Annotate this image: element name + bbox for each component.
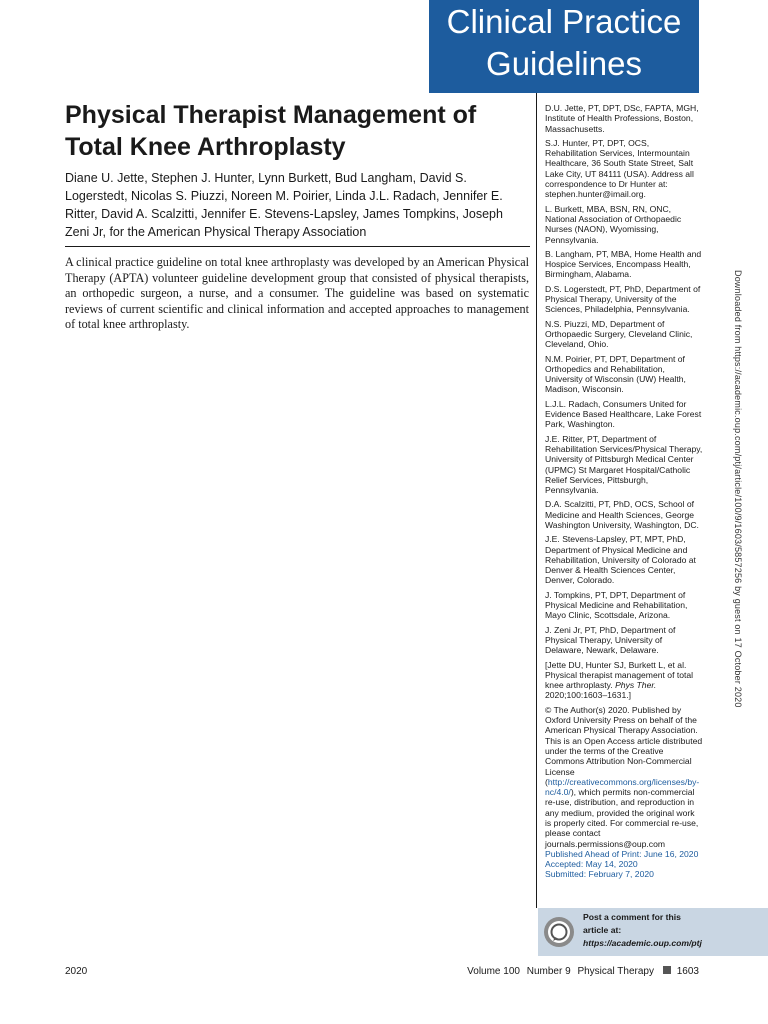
citation [545,660,703,701]
banner-line-2: Guidelines [486,45,642,82]
article-title: Physical Therapist Management of Total Knee Arthroplasty [65,101,477,161]
footer-page-number: 1603 [676,966,699,977]
affiliation: L. Burkett, MBA, BSN, RN, ONC, National Association of Orthopaedic Nurses (NAON), Wyomissing, Pennsylvania. [545,203,682,245]
citation-ref: 2020;100:1603–1631.] [545,690,632,701]
affiliation: N.M. Poirier, PT, DPT, Department of Orthopedics and Rehabilitation, University of Wisconsin (UW) Health, Madison, Wisconsin. [545,353,686,395]
footer-journal-info [449,966,699,977]
comment-prompt [583,911,763,950]
footer-year: 2020 [65,966,88,977]
affiliation: L.J.L. Radach, Consumers United for Evidence Based Healthcare, Lake Forest Park, Washington. [545,398,702,430]
affiliation: D.U. Jette, PT, DPT, DSc, FAPTA, MGH, Institute of Health Professions, Boston, Massachusetts. [545,103,699,134]
open-access-text-2: ), which permits non-commercial re-use, distribution, and reproduction in any medium, provided the original work is properly cited. For commercial re-use, please contact journals.permissions@oup.com [545,787,699,849]
affiliation: J.E. Stevens-Lapsley, PT, MPT, PhD, Department of Physical Medicine and Rehabilitation, University of Colorado at Denver & Health Sciences Center, Denver, Colorado. [545,534,696,586]
comment-url-link[interactable]: https://academic.oup.com/ptj [583,938,702,948]
header-divider [65,246,530,247]
copyright-notice: © The Author(s) 2020. Published by Oxford University Press on behalf of the American Physical Therapy Association. [545,704,698,736]
footer-volume: Volume 100 [467,966,520,977]
affiliation: S.J. Hunter, PT, DPT, OCS, Rehabilitation Services, Intermountain Healthcare, 36 South State Street, Salt Lake City, UT 84111 (USA). Address all correspondence to Dr Hunter at: stephen.hunter@imail.org. [545,137,694,200]
affiliation: D.A. Scalzitti, PT, PhD, OCS, School of Medicine and Health Sciences, George Washington University, Washington, DC. [545,499,699,530]
open-access-notice [545,736,703,849]
comment-line-2: article at: [583,925,622,935]
banner-line-1: Clinical Practice [446,3,682,40]
submitted-date: Submitted: February 7, 2020 [545,869,654,880]
citation-text: [Jette DU, Hunter SJ, Burkett L, et al. Physical therapist management of total knee arthroplasty. [545,659,694,691]
affiliation: J.E. Ritter, PT, Department of Rehabilitation Services/Physical Therapy, University of Pittsburgh Medical Center (UPMC) St Margaret Hospital/Catholic Relief Services, Pittsburgh, Pennsylvania. [545,433,703,496]
open-access-text: This is an Open Access article distributed under the terms of the Creative Commons Attribution Non-Commercial License ( [545,735,703,787]
affiliation: D.S. Logerstedt, PT, PhD, Department of Physical Therapy, University of the Sciences, Philadelphia, Pennsylvania. [545,283,701,315]
accepted-date: Accepted: May 14, 2020 [545,859,638,870]
citation-journal: Phys Ther. [615,680,657,691]
abstract: A clinical practice guideline on total knee arthroplasty was developed by an American Physical Therapy (APTA) volunteer guideline development group that consisted of physical therapists, an orthopedic surgeon, a nurse, and a consumer. The guideline was based on systematic reviews of current scientific and clinical information and accepted approaches to management of total knee arthroplasty. [65,255,529,332]
affiliation: J. Tompkins, PT, DPT, Department of Physical Medicine and Rehabilitation, Mayo Clinic, Scottsdale, Arizona. [545,589,688,621]
affiliation: N.S. Piuzzi, MD, Department of Orthopaedic Surgery, Cleveland Clinic, Cleveland, Ohio. [545,318,693,350]
author-list: Diane U. Jette, Stephen J. Hunter, Lynn Burkett, Bud Langham, David S. Logerstedt, Nicolas S. Piuzzi, Noreen M. Poirier, Linda J.L. Radach, Jennifer E. Ritter, David A. Scalzitti, Jennifer E. Stevens-Lapsley, James Tompkins, Joseph Zeni Jr, for the American Physical Therapy Association [65,171,503,239]
download-notice: Downloaded from https://academic.oup.com/ptj/article/100/9/1603/5857256 by guest on 17 October 2020 [733,270,743,708]
journal-section-banner [429,0,699,93]
affiliation: J. Zeni Jr, PT, PhD, Department of Physical Therapy, University of Delaware, Newark, Delaware. [545,624,676,656]
column-divider [536,93,537,908]
affiliation: B. Langham, PT, MBA, Home Health and Hospice Services, Encompass Health, Birmingham, Alabama. [545,248,702,280]
comment-bubble-icon [543,916,575,948]
footer-number: Number 9 [526,966,571,977]
affiliations-column [545,103,703,880]
comment-line-1: Post a comment for this [583,912,681,922]
published-ahead-date: Published Ahead of Print: June 16, 2020 [545,848,699,859]
comment-box[interactable] [538,908,768,956]
cc-license-link[interactable]: http://creativecommons.org/licenses/by-nc/4.0/ [545,776,700,798]
square-bullet-icon [663,966,671,974]
footer-journal: Physical Therapy [577,966,654,977]
